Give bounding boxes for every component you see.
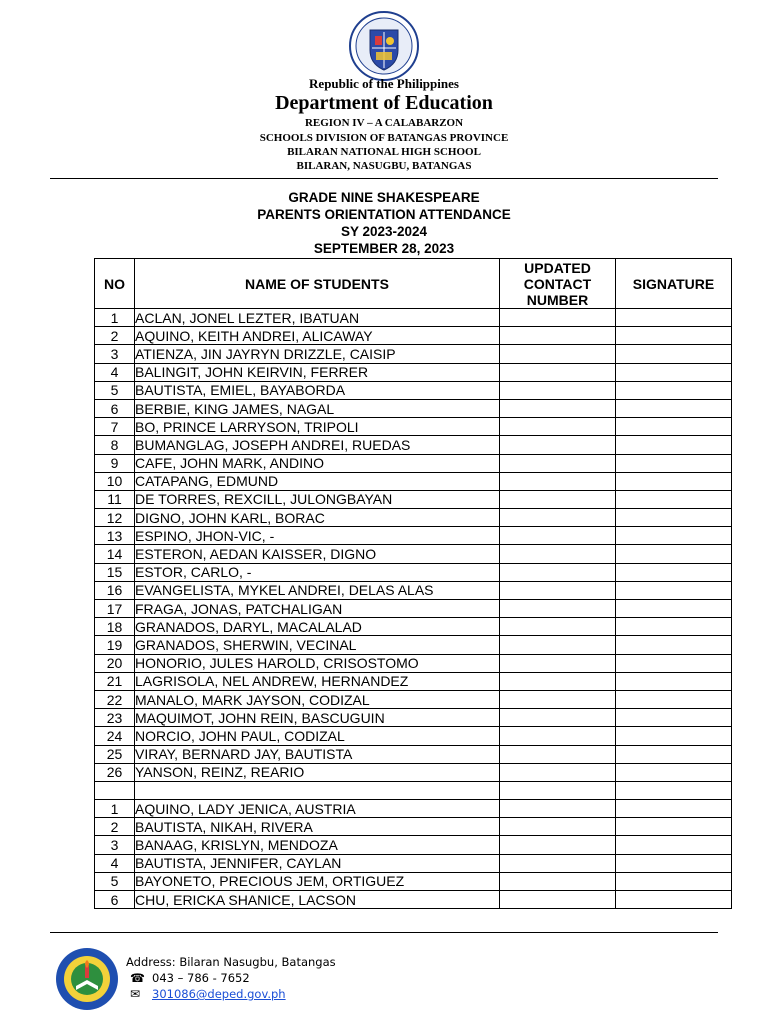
signature-cell [616,418,732,436]
footer-email-link[interactable]: 301086@deped.gov.ph [152,987,286,1001]
student-name-cell: MANALO, MARK JAYSON, CODIZAL [135,690,500,708]
school-year-title: SY 2023-2024 [340,224,428,239]
signature-cell [616,436,732,454]
row-number-cell: 5 [95,872,135,890]
table-row [95,454,732,472]
signature-cell [616,345,732,363]
row-number-cell: 19 [95,636,135,654]
footer-divider [50,932,718,933]
contact-number-cell [500,527,616,545]
row-number-cell: 23 [95,709,135,727]
table-row [95,709,732,727]
attendance-table-body [95,309,732,909]
signature-cell [616,690,732,708]
signature-cell [616,800,732,818]
table-row [95,436,732,454]
student-name-cell: VIRAY, BERNARD JAY, BAUTISTA [135,745,500,763]
student-name-cell: ESTERON, AEDAN KAISSER, DIGNO [135,545,500,563]
table-row [95,872,732,890]
row-number-cell: 8 [95,436,135,454]
header-divider [50,178,718,179]
student-name-cell: YANSON, REINZ, REARIO [135,763,500,781]
student-name-cell: GRANADOS, SHERWIN, VECINAL [135,636,500,654]
signature-cell [616,563,732,581]
contact-number-cell [500,490,616,508]
footer-email-row [130,987,286,1001]
contact-number-cell [500,309,616,327]
column-header-contact: UPDATED CONTACT NUMBER [500,259,616,309]
contact-number-cell [500,545,616,563]
row-number-cell: 1 [95,800,135,818]
contact-number-cell [500,381,616,399]
contact-number-cell [500,781,616,799]
student-name-cell: ESPINO, JHON-VIC, - [135,527,500,545]
student-name-cell: BAUTISTA, EMIEL, BAYABORDA [135,381,500,399]
table-row [95,581,732,599]
table-row [95,600,732,618]
row-number-cell: 13 [95,527,135,545]
contact-number-cell [500,454,616,472]
envelope-icon: ✉ [130,987,141,1001]
contact-number-cell [500,327,616,345]
table-row [95,654,732,672]
row-number-cell [95,781,135,799]
table-row [95,345,732,363]
student-name-cell: MAQUIMOT, JOHN REIN, BASCUGUIN [135,709,500,727]
row-number-cell: 21 [95,672,135,690]
signature-cell [616,545,732,563]
row-number-cell: 7 [95,418,135,436]
column-header-signature: SIGNATURE [616,259,732,309]
signature-cell [616,891,732,909]
table-row [95,800,732,818]
signature-cell [616,363,732,381]
row-number-cell: 24 [95,727,135,745]
footer-phone: 043 – 786 - 7652 [152,971,250,985]
contact-number-cell [500,690,616,708]
contact-number-cell [500,563,616,581]
contact-number-cell [500,399,616,417]
student-name-cell: BAUTISTA, NIKAH, RIVERA [135,818,500,836]
signature-cell [616,672,732,690]
row-number-cell: 18 [95,618,135,636]
division-line: SCHOOLS DIVISION OF BATANGAS PROVINCE [259,132,509,144]
table-row [95,672,732,690]
signature-cell [616,818,732,836]
row-number-cell: 9 [95,454,135,472]
student-name-cell: ESTOR, CARLO, - [135,563,500,581]
signature-cell [616,581,732,599]
signature-cell [616,872,732,890]
table-row [95,527,732,545]
student-name-cell: DIGNO, JOHN KARL, BORAC [135,509,500,527]
signature-cell [616,745,732,763]
student-name-cell: LAGRISOLA, NEL ANDREW, HERNANDEZ [135,672,500,690]
table-row [95,891,732,909]
row-number-cell: 2 [95,818,135,836]
row-number-cell: 26 [95,763,135,781]
signature-cell [616,854,732,872]
student-name-cell: GRANADOS, DARYL, MACALALAD [135,618,500,636]
signature-cell [616,527,732,545]
row-number-cell: 22 [95,690,135,708]
telephone-icon: ☎ [130,971,145,985]
student-name-cell: FRAGA, JONAS, PATCHALIGAN [135,600,500,618]
signature-cell [616,600,732,618]
table-row [95,818,732,836]
table-row [95,490,732,508]
signature-cell [616,781,732,799]
contact-number-cell [500,891,616,909]
row-number-cell: 25 [95,745,135,763]
table-row [95,745,732,763]
table-row [95,509,732,527]
signature-cell [616,709,732,727]
row-number-cell: 12 [95,509,135,527]
signature-cell [616,636,732,654]
footer-address: Address: Bilaran Nasugbu, Batangas [126,955,336,969]
contact-number-cell [500,636,616,654]
student-name-cell: HONORIO, JULES HAROLD, CRISOSTOMO [135,654,500,672]
contact-number-cell [500,600,616,618]
table-row [95,636,732,654]
signature-cell [616,509,732,527]
contact-number-cell [500,672,616,690]
contact-number-cell [500,872,616,890]
contact-number-cell [500,709,616,727]
student-name-cell [135,781,500,799]
table-row [95,472,732,490]
table-row [95,418,732,436]
contact-number-cell [500,618,616,636]
student-name-cell: ATIENZA, JIN JAYRYN DRIZZLE, CAISIP [135,345,500,363]
footer-phone-row [130,971,250,985]
table-row [95,836,732,854]
row-number-cell: 11 [95,490,135,508]
row-number-cell: 4 [95,854,135,872]
event-title: PARENTS ORIENTATION ATTENDANCE [257,207,511,222]
student-name-cell: BANAAG, KRISLYN, MENDOZA [135,836,500,854]
signature-cell [616,381,732,399]
student-name-cell: ACLAN, JONEL LEZTER, IBATUAN [135,309,500,327]
row-number-cell: 6 [95,891,135,909]
table-row [95,618,732,636]
region-line: REGION IV – A CALABARZON [304,117,464,129]
table-row [95,327,732,345]
student-name-cell: BUMANGLAG, JOSEPH ANDREI, RUEDAS [135,436,500,454]
table-row [95,781,732,799]
signature-cell [616,836,732,854]
student-name-cell: DE TORRES, REXCILL, JULONGBAYAN [135,490,500,508]
event-date-title: SEPTEMBER 28, 2023 [313,241,455,256]
contact-number-cell [500,836,616,854]
contact-number-cell [500,854,616,872]
row-number-cell: 2 [95,327,135,345]
contact-number-cell [500,763,616,781]
table-row [95,563,732,581]
table-row [95,545,732,563]
deped-seal-logo [346,10,422,82]
school-address-line: BILARAN, NASUGBU, BATANGAS [296,160,472,172]
section-title: GRADE NINE SHAKESPEARE [288,190,480,205]
signature-cell [616,327,732,345]
contact-number-cell [500,418,616,436]
contact-number-cell [500,581,616,599]
contact-number-cell [500,363,616,381]
row-number-cell: 20 [95,654,135,672]
student-name-cell: CHU, ERICKA SHANICE, LACSON [135,891,500,909]
student-name-cell: CAFE, JOHN MARK, ANDINO [135,454,500,472]
contact-number-cell [500,345,616,363]
row-number-cell: 6 [95,399,135,417]
table-row [95,763,732,781]
row-number-cell: 17 [95,600,135,618]
table-row [95,690,732,708]
table-row [95,727,732,745]
contact-number-cell [500,800,616,818]
student-name-cell: AQUINO, KEITH ANDREI, ALICAWAY [135,327,500,345]
table-row [95,381,732,399]
signature-cell [616,654,732,672]
department-heading: Department of Education [275,92,493,114]
signature-cell [616,454,732,472]
student-name-cell: EVANGELISTA, MYKEL ANDREI, DELAS ALAS [135,581,500,599]
student-name-cell: BAYONETO, PRECIOUS JEM, ORTIGUEZ [135,872,500,890]
student-name-cell: CATAPANG, EDMUND [135,472,500,490]
row-number-cell: 15 [95,563,135,581]
school-logo [52,946,122,1012]
student-name-cell: NORCIO, JOHN PAUL, CODIZAL [135,727,500,745]
contact-number-cell [500,654,616,672]
signature-cell [616,472,732,490]
contact-number-cell [500,472,616,490]
row-number-cell: 3 [95,345,135,363]
row-number-cell: 1 [95,309,135,327]
student-name-cell: BALINGIT, JOHN KEIRVIN, FERRER [135,363,500,381]
row-number-cell: 3 [95,836,135,854]
republic-heading: Republic of the Philippines [309,76,459,91]
student-name-cell: BERBIE, KING JAMES, NAGAL [135,399,500,417]
row-number-cell: 10 [95,472,135,490]
table-row [95,854,732,872]
table-row [95,363,732,381]
contact-number-cell [500,509,616,527]
column-header-name: NAME OF STUDENTS [135,259,500,309]
contact-number-cell [500,745,616,763]
signature-cell [616,490,732,508]
table-row [95,309,732,327]
row-number-cell: 4 [95,363,135,381]
signature-cell [616,763,732,781]
signature-cell [616,399,732,417]
row-number-cell: 14 [95,545,135,563]
signature-cell [616,727,732,745]
student-name-cell: BAUTISTA, JENNIFER, CAYLAN [135,854,500,872]
signature-cell [616,618,732,636]
table-row [95,399,732,417]
table-header-row [95,259,732,309]
column-header-no: NO [95,259,135,309]
school-name-line: BILARAN NATIONAL HIGH SCHOOL [287,146,481,158]
student-name-cell: BO, PRINCE LARRYSON, TRIPOLI [135,418,500,436]
contact-number-cell [500,818,616,836]
contact-number-cell [500,727,616,745]
contact-number-cell [500,436,616,454]
signature-cell [616,309,732,327]
row-number-cell: 5 [95,381,135,399]
attendance-table [94,258,732,909]
row-number-cell: 16 [95,581,135,599]
student-name-cell: AQUINO, LADY JENICA, AUSTRIA [135,800,500,818]
